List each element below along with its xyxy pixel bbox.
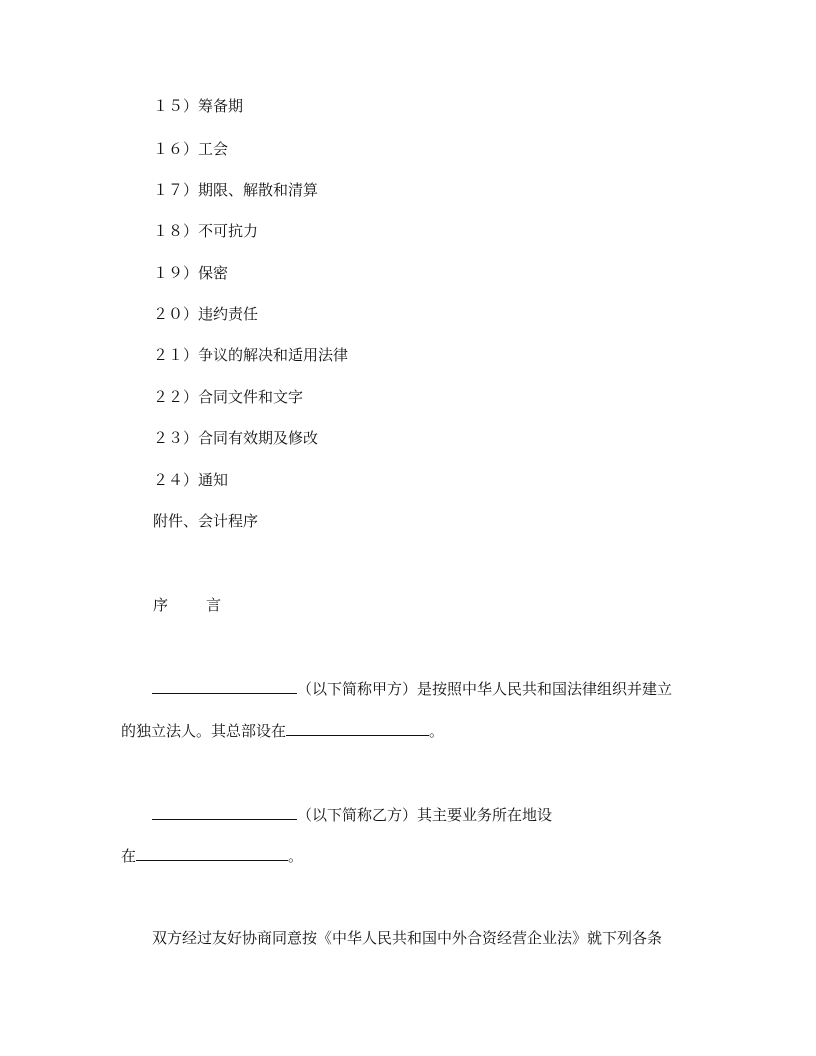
toc-item-24: ２４）通知 xyxy=(153,471,229,489)
party-b-line-2 xyxy=(121,845,303,865)
party-b-location-prefix: 在 xyxy=(121,847,137,865)
party-b-location-suffix: 。 xyxy=(288,847,304,865)
toc-item-appendix: 附件、会计程序 xyxy=(153,512,259,530)
party-a-line-2 xyxy=(121,720,444,740)
party-a-line-1 xyxy=(152,678,672,698)
toc-item-18: １８）不可抗力 xyxy=(153,222,259,240)
party-a-hq-blank xyxy=(286,720,429,736)
toc-item-17: １７）期限、解散和清算 xyxy=(153,181,319,199)
party-b-location-blank xyxy=(136,845,288,861)
party-a-hq-prefix: 的独立法人。其总部设在 xyxy=(121,722,287,740)
agreement-paragraph: 双方经过友好协商同意按《中华人民共和国中外合资经营企业法》就下列各条 xyxy=(152,929,663,947)
toc-item-23: ２３）合同有效期及修改 xyxy=(153,429,319,447)
toc-item-15: １５）筹备期 xyxy=(153,97,244,115)
preface-heading xyxy=(153,595,221,615)
party-a-name-blank xyxy=(152,678,297,694)
toc-item-16: １６）工会 xyxy=(153,140,229,158)
party-b-intro-text: （以下简称乙方）其主要业务所在地设 xyxy=(297,806,553,824)
toc-item-22: ２２）合同文件和文字 xyxy=(153,388,304,406)
toc-item-19: １９）保密 xyxy=(153,264,229,282)
party-b-name-blank xyxy=(152,804,297,820)
preface-title-left: 序 xyxy=(153,596,169,614)
preface-title-right: 言 xyxy=(206,596,222,614)
party-a-intro-text: （以下简称甲方）是按照中华人民共和国法律组织并建立 xyxy=(297,680,673,698)
party-a-hq-suffix: 。 xyxy=(429,722,445,740)
toc-item-21: ２１）争议的解决和适用法律 xyxy=(153,346,349,364)
toc-item-20: ２０）违约责任 xyxy=(153,305,259,323)
party-b-line-1 xyxy=(152,804,552,824)
